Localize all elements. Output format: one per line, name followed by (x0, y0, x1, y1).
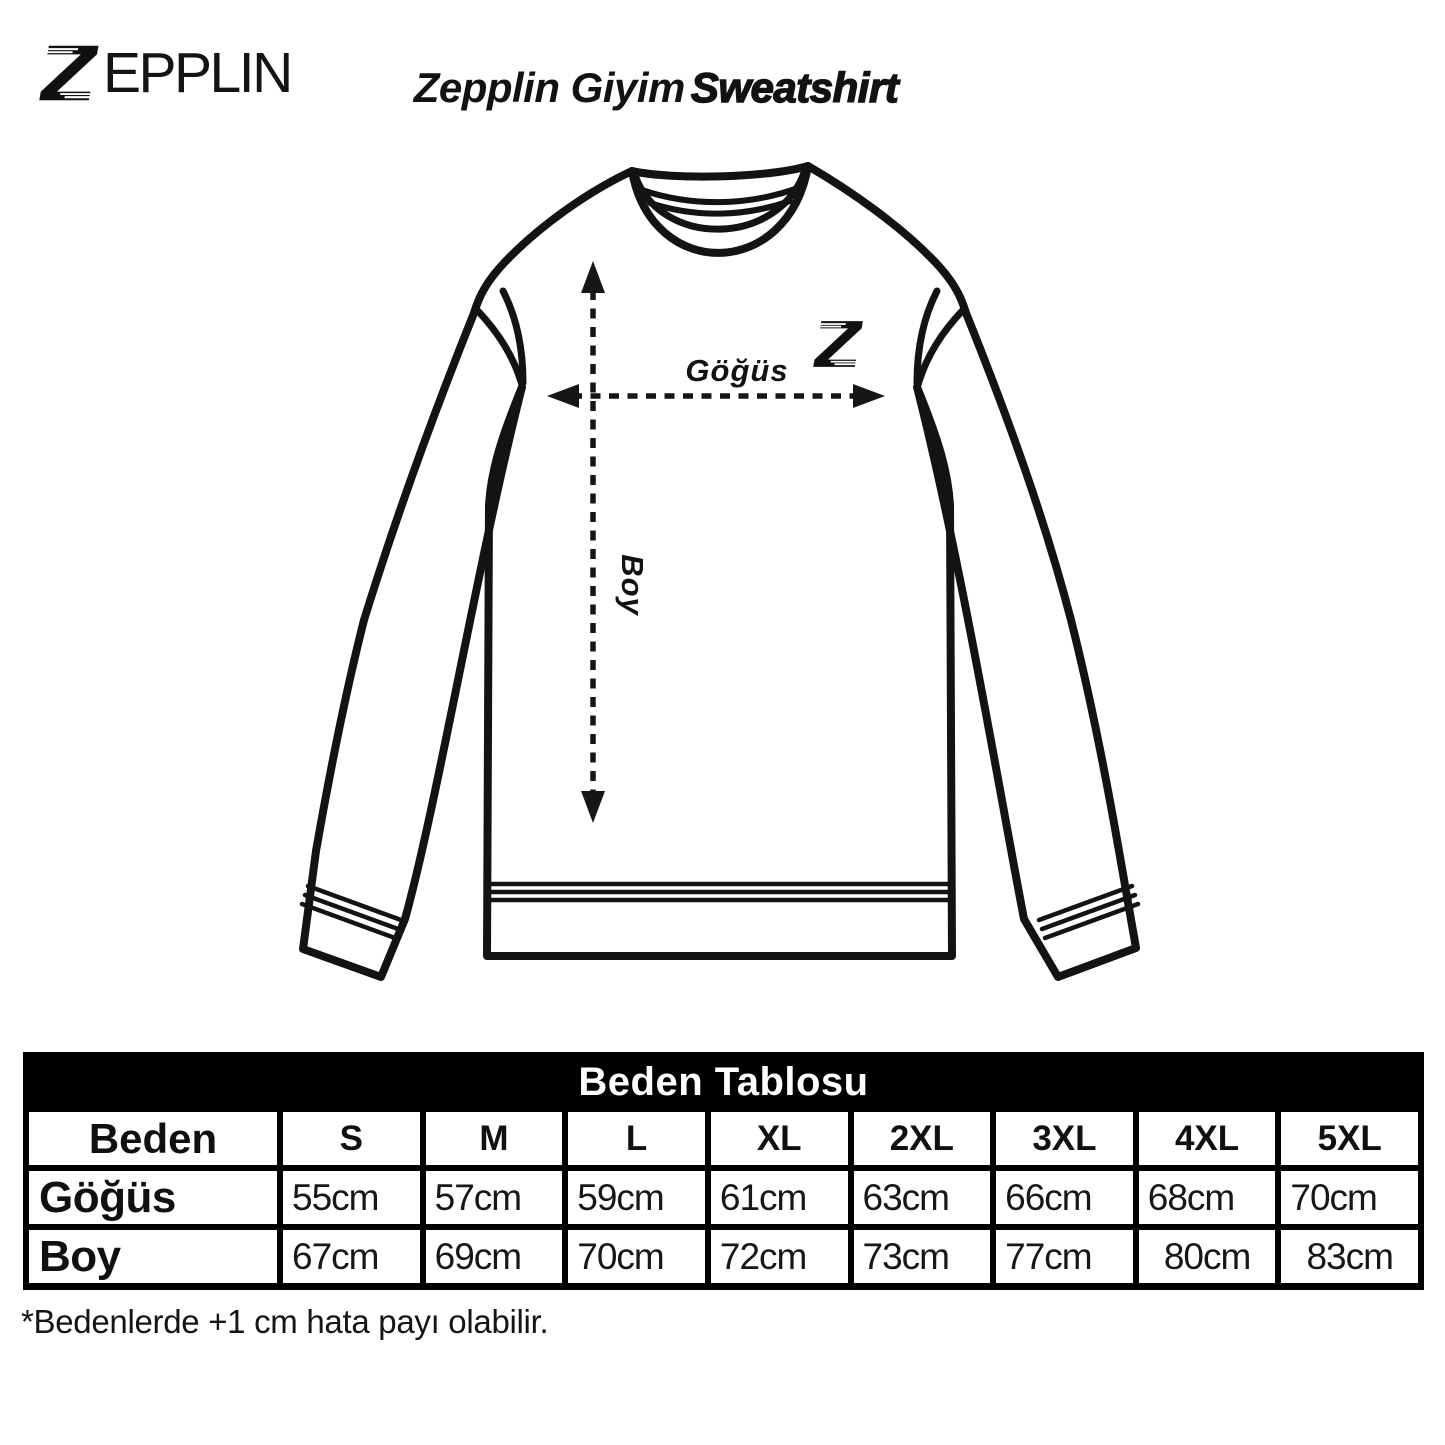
length-value: 69cm (426, 1230, 563, 1283)
size-header-3xl: 3XL (996, 1112, 1133, 1165)
size-header-l: L (568, 1112, 705, 1165)
chest-value: 61cm (711, 1171, 848, 1224)
length-value: 72cm (711, 1230, 848, 1283)
size-table-title: Beden Tablosu (29, 1058, 1418, 1106)
tolerance-footnote: *Bedenlerde +1 cm hata payı olabilir. (21, 1303, 549, 1340)
length-value: 73cm (854, 1230, 991, 1283)
chest-value: 70cm (1281, 1171, 1418, 1224)
title-brand-part: Zepplin Giyim (413, 64, 685, 111)
title-product-part: Sweatshirt (690, 64, 899, 111)
size-header-5xl: 5XL (1281, 1112, 1418, 1165)
length-measure-label: Boy (615, 554, 650, 616)
chest-measure-label: Göğüs (685, 353, 789, 388)
chest-value: 55cm (283, 1171, 420, 1224)
size-header-2xl: 2XL (854, 1112, 991, 1165)
length-value: 77cm (996, 1230, 1133, 1283)
sweatshirt-outline (302, 166, 1138, 977)
length-value: 80cm (1139, 1230, 1276, 1283)
brand-wordmark: EPPLIN (103, 41, 291, 105)
size-table-corner-header: Beden (29, 1112, 277, 1165)
row-label-chest: Göğüs (29, 1171, 277, 1224)
chest-value: 63cm (854, 1171, 991, 1224)
chest-value: 68cm (1139, 1171, 1276, 1224)
length-value: 67cm (283, 1230, 420, 1283)
size-header-s: S (283, 1112, 420, 1165)
size-header-m: M (426, 1112, 563, 1165)
size-header-4xl: 4XL (1139, 1112, 1276, 1165)
row-label-length: Boy (29, 1230, 277, 1283)
length-value: 70cm (568, 1230, 705, 1283)
size-header-xl: XL (711, 1112, 848, 1165)
size-table (23, 1052, 1424, 1290)
chest-value: 57cm (426, 1171, 563, 1224)
chest-value: 59cm (568, 1171, 705, 1224)
length-value: 83cm (1281, 1230, 1418, 1283)
chest-value: 66cm (996, 1171, 1133, 1224)
